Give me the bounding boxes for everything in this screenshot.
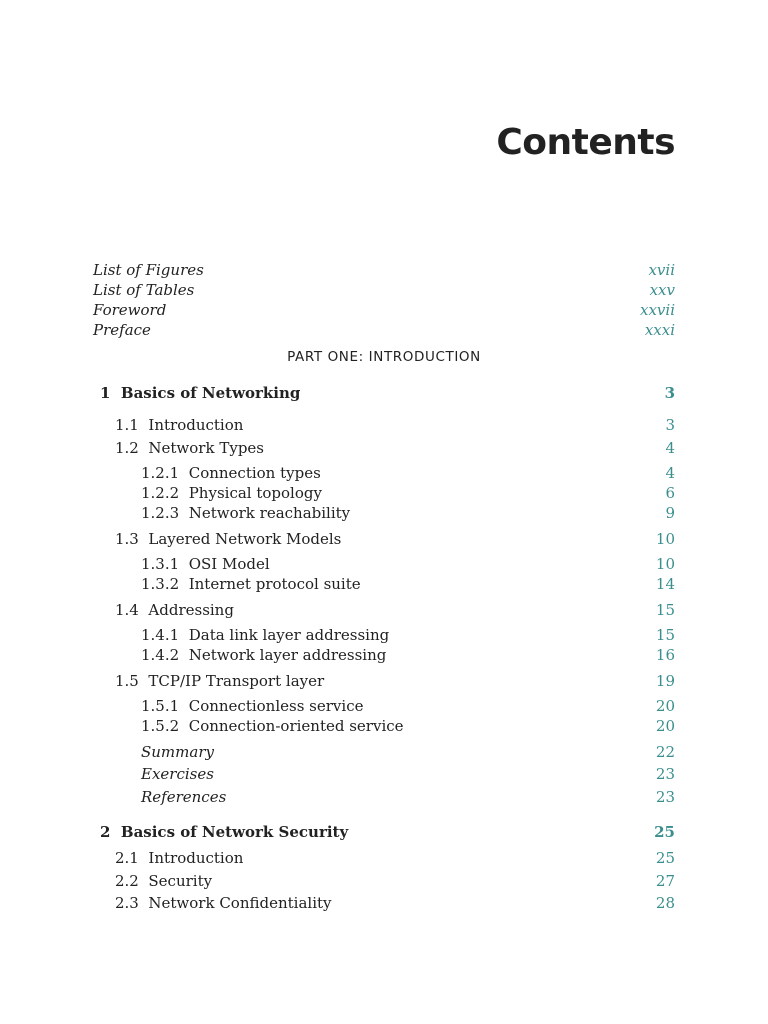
toc-page-number: 10 bbox=[655, 530, 675, 548]
toc-subsection[interactable] bbox=[93, 716, 675, 736]
toc-section[interactable] bbox=[93, 529, 675, 549]
section-number: 1.1 bbox=[115, 416, 139, 434]
toc-label: Preface bbox=[93, 321, 151, 339]
chapter-title: Basics of Network Security bbox=[120, 823, 349, 841]
toc-page-number: 3 bbox=[664, 384, 675, 402]
subsection-title: Connection types bbox=[188, 464, 321, 482]
section-title: Addressing bbox=[148, 601, 234, 619]
toc-section[interactable] bbox=[93, 415, 675, 435]
toc-page-number: 22 bbox=[655, 743, 675, 761]
subsection-number: 1.5.1 bbox=[141, 697, 180, 715]
toc-page-number: 16 bbox=[655, 646, 675, 664]
subsection-title: OSI Model bbox=[188, 555, 270, 573]
section-number: 2.2 bbox=[115, 872, 139, 890]
toc-label: List of Figures bbox=[93, 261, 204, 279]
toc-subsection[interactable] bbox=[93, 554, 675, 574]
toc-subsection[interactable] bbox=[93, 696, 675, 716]
toc-subsection[interactable] bbox=[93, 503, 675, 523]
subsection-number: 1.4.1 bbox=[141, 626, 180, 644]
toc-page-number: xxv bbox=[649, 281, 675, 299]
toc-subsection[interactable] bbox=[93, 645, 675, 665]
section-title: TCP/IP Transport layer bbox=[148, 672, 325, 690]
toc-exercises[interactable] bbox=[93, 764, 675, 784]
subsection-number: 1.4.2 bbox=[141, 646, 180, 664]
subsection-title: Internet protocol suite bbox=[188, 575, 361, 593]
toc-page-number: 4 bbox=[665, 464, 675, 482]
toc-page-number: 23 bbox=[655, 765, 675, 783]
section-title: Introduction bbox=[148, 416, 244, 434]
toc-section[interactable] bbox=[93, 671, 675, 691]
toc-subsection[interactable] bbox=[93, 574, 675, 594]
toc-page-number: 27 bbox=[655, 872, 675, 890]
subsection-title: Physical topology bbox=[188, 484, 322, 502]
toc-page-number: 14 bbox=[655, 575, 675, 593]
toc-summary[interactable] bbox=[93, 742, 675, 762]
toc-subsection[interactable] bbox=[93, 463, 675, 483]
subsection-title: Connectionless service bbox=[188, 697, 364, 715]
part-heading: PART ONE: INTRODUCTION bbox=[287, 349, 481, 365]
section-title: Layered Network Models bbox=[148, 530, 342, 548]
toc-page-number: 23 bbox=[655, 788, 675, 806]
subsection-number: 1.3.2 bbox=[141, 575, 180, 593]
toc-page-number: 28 bbox=[655, 894, 675, 912]
subsection-number: 1.3.1 bbox=[141, 555, 180, 573]
toc-subsection[interactable] bbox=[93, 625, 675, 645]
toc-section[interactable] bbox=[93, 848, 675, 868]
subsection-title: Network reachability bbox=[188, 504, 351, 522]
section-number: 1.4 bbox=[115, 601, 139, 619]
section-number: 1.3 bbox=[115, 530, 139, 548]
toc-page-number: 4 bbox=[665, 439, 675, 457]
toc-label: List of Tables bbox=[93, 281, 195, 299]
toc-page-number: 19 bbox=[655, 672, 675, 690]
toc-section[interactable] bbox=[93, 871, 675, 891]
chapter-title: Basics of Networking bbox=[120, 384, 301, 402]
page-title: Contents bbox=[496, 122, 675, 163]
toc-front-list-of-figures[interactable] bbox=[93, 260, 675, 280]
toc-chapter-1[interactable] bbox=[93, 383, 675, 403]
toc-page-number: 20 bbox=[655, 717, 675, 735]
toc-label: Foreword bbox=[93, 301, 167, 319]
toc-page-number: xxvii bbox=[640, 301, 675, 319]
chapter-number: 2 bbox=[100, 823, 111, 841]
section-number: 2.3 bbox=[115, 894, 139, 912]
subsection-number: 1.5.2 bbox=[141, 717, 180, 735]
toc-front-preface[interactable] bbox=[93, 320, 675, 340]
toc-section[interactable] bbox=[93, 600, 675, 620]
toc-label: Exercises bbox=[141, 765, 214, 783]
toc-page-number: 25 bbox=[655, 849, 675, 867]
section-title: Network Confidentiality bbox=[148, 894, 332, 912]
toc-page-number: 15 bbox=[655, 626, 675, 644]
toc-page-number: 3 bbox=[665, 416, 675, 434]
section-number: 1.2 bbox=[115, 439, 139, 457]
subsection-number: 1.2.1 bbox=[141, 464, 180, 482]
subsection-title: Data link layer addressing bbox=[188, 626, 390, 644]
toc-label: References bbox=[141, 788, 227, 806]
section-number: 1.5 bbox=[115, 672, 139, 690]
subsection-title: Network layer addressing bbox=[188, 646, 387, 664]
section-title: Security bbox=[148, 872, 213, 890]
toc-page-number: 6 bbox=[665, 484, 675, 502]
subsection-title: Connection-oriented service bbox=[188, 717, 404, 735]
toc-page-number: 15 bbox=[655, 601, 675, 619]
subsection-number: 1.2.3 bbox=[141, 504, 180, 522]
section-title: Introduction bbox=[148, 849, 244, 867]
toc-page-number: 10 bbox=[655, 555, 675, 573]
toc-page-number: 9 bbox=[665, 504, 675, 522]
section-title: Network Types bbox=[148, 439, 264, 457]
toc-section[interactable] bbox=[93, 893, 675, 913]
toc-references[interactable] bbox=[93, 787, 675, 807]
toc-page-number: 20 bbox=[655, 697, 675, 715]
chapter-number: 1 bbox=[100, 384, 111, 402]
toc-front-list-of-tables[interactable] bbox=[93, 280, 675, 300]
toc-label: Summary bbox=[141, 743, 214, 761]
section-number: 2.1 bbox=[115, 849, 139, 867]
toc-subsection[interactable] bbox=[93, 483, 675, 503]
toc-section[interactable] bbox=[93, 438, 675, 458]
subsection-number: 1.2.2 bbox=[141, 484, 180, 502]
toc-page-number: 25 bbox=[654, 823, 675, 841]
toc-front-foreword[interactable] bbox=[93, 300, 675, 320]
toc-page-number: xxxi bbox=[644, 321, 675, 339]
toc-chapter-2[interactable] bbox=[93, 822, 675, 842]
toc-page-number: xvii bbox=[648, 261, 675, 279]
